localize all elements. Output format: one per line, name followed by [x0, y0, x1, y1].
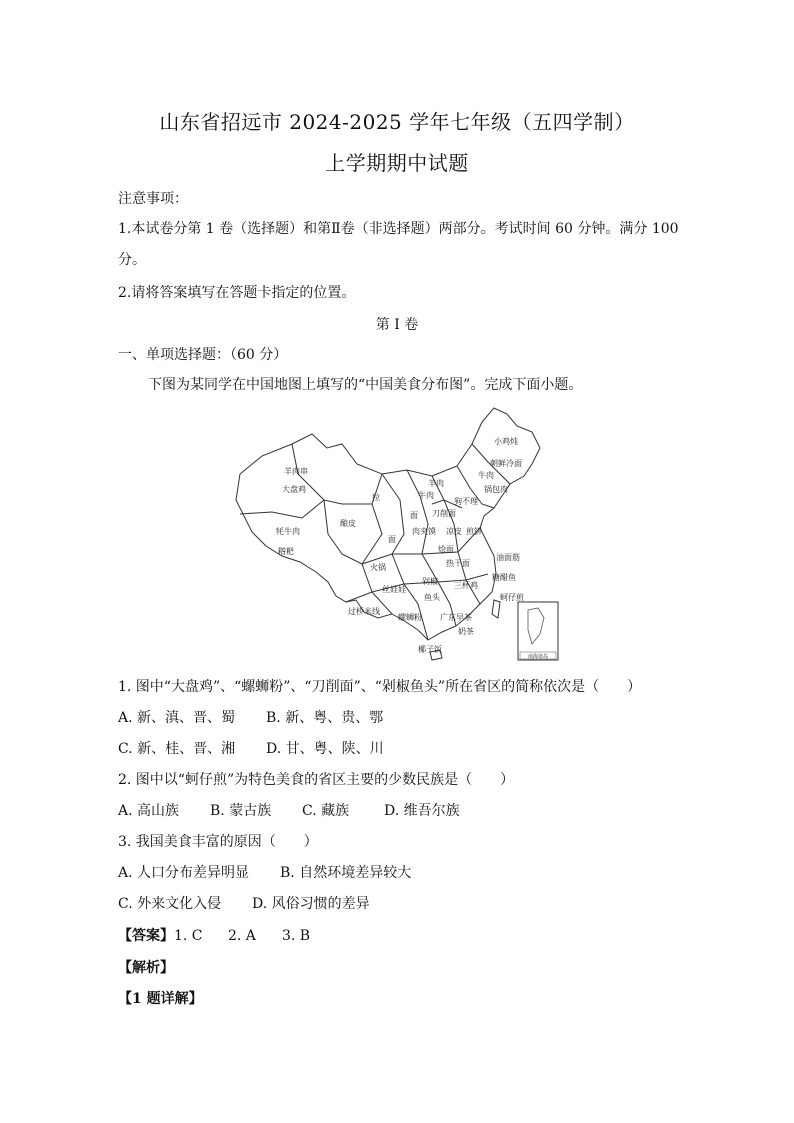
map-label: 羊肉 — [428, 479, 444, 488]
map-label: 朝鲜冷面 — [490, 459, 522, 468]
map-label: 蚵仔煎 — [500, 593, 524, 602]
question-3-option-a[interactable]: A. 人口分布差异明显 — [118, 865, 250, 881]
map-label: 肉夹馍 — [412, 527, 436, 536]
question-3-options-row1 — [118, 862, 411, 882]
map-label: 广东早茶 — [440, 613, 472, 622]
answer-2: 2. A — [228, 928, 256, 944]
exam-subtitle: 上学期期中试题 — [325, 151, 469, 175]
map-label: 椰子饭 — [418, 645, 442, 654]
map-label: 螺蛳粉 — [398, 613, 422, 622]
map-label: 牛肉 — [418, 491, 434, 500]
map-label: 酿皮 — [340, 519, 356, 528]
map-label: 羊肉串 — [284, 467, 308, 476]
question-2-option-b[interactable]: B. 蒙古族 — [210, 803, 272, 819]
volume-label: 第 I 卷 — [375, 317, 419, 333]
exam-title: 山东省招远市 2024-2025 学年七年级（五四学制） — [159, 110, 635, 134]
map-label: 大盘鸡 — [282, 485, 306, 494]
map-label: 过桥米线 — [348, 607, 380, 616]
question-3-option-c[interactable]: C. 外来文化入侵 — [118, 896, 222, 912]
map-label: 凉皮 — [446, 527, 462, 536]
map-label: 拉 — [372, 493, 380, 502]
analysis-label: 【解析】 — [118, 960, 174, 976]
detail-label: 【1 题详解】 — [118, 991, 203, 1007]
question-1-option-b[interactable]: B. 新、粤、贵、鄂 — [266, 710, 384, 726]
south-sea-inset — [518, 602, 558, 660]
map-label: 刀削面 — [432, 509, 456, 518]
map-label: 面 — [410, 511, 418, 520]
map-label: 小鸡炖 — [494, 437, 518, 446]
question-3-stem: 3. 我国美食丰富的原因（ ） — [118, 834, 318, 850]
map-label: 狗不理 — [454, 497, 478, 506]
question-3-option-d[interactable]: D. 风俗习惯的差异 — [252, 896, 370, 912]
answer-1: 1. C — [174, 928, 203, 944]
map-label: 糖醋鱼 — [492, 573, 516, 582]
map-label: 热干面 — [446, 559, 470, 568]
answer-label: 【答案】 — [118, 928, 174, 944]
question-1-option-a[interactable]: A. 新、滇、晋、蜀 — [118, 710, 236, 726]
map-label: 牛肉 — [478, 471, 494, 480]
question-1-stem: 1. 图中“大盘鸡”、“螺蛳粉”、“刀削面”、“剁椒鱼头”所在省区的简称依次是（ ） — [118, 679, 642, 695]
question-2-stem: 2. 图中以“蚵仔煎”为特色美食的省区主要的少数民族是（ ） — [118, 772, 515, 788]
map-label: 鱼头 — [424, 593, 440, 602]
map-label: 糌粑 — [278, 547, 294, 556]
question-intro: 下图为某同学在中国地图上填写的“中国美食分布图”。完成下面小题。 — [148, 377, 583, 393]
notice-heading: 注意事项： — [118, 191, 188, 207]
question-2-option-d[interactable]: D. 维吾尔族 — [384, 803, 460, 819]
question-2-option-c[interactable]: C. 藏族 — [302, 803, 350, 819]
map-label: 丝娃娃 — [382, 585, 406, 594]
question-1-options-row1 — [118, 707, 383, 727]
map-label: 火锅 — [370, 563, 386, 572]
question-1-option-d[interactable]: D. 甘、粤、陕、川 — [266, 741, 384, 757]
map-label: 煎饼 — [466, 527, 482, 536]
notice-item-1-cont: 分。 — [118, 252, 146, 268]
map-label: 剁椒 — [422, 577, 438, 586]
question-3-options-row2 — [118, 893, 370, 913]
question-1-options-row2 — [118, 738, 384, 758]
inset-caption: 南海诸岛 — [527, 654, 549, 660]
notice-item-1: 1.本试卷分第 1 卷（选择题）和第Ⅱ卷（非选择题）两部分。考试时间 60 分钟。满分 100 — [118, 221, 679, 237]
map-label: 油面筋 — [496, 553, 520, 562]
question-1-option-c[interactable]: C. 新、桂、晋、湘 — [118, 741, 236, 757]
answer-row — [118, 925, 310, 945]
question-3-option-b[interactable]: B. 自然环境差异较大 — [280, 865, 412, 881]
map-label: 烩面 — [438, 545, 454, 554]
map-label: 牦牛肉 — [276, 527, 300, 536]
map-label: 奶茶 — [458, 627, 474, 636]
question-2-option-a[interactable]: A. 高山族 — [118, 803, 180, 819]
section-heading: 一、单项选择题：（60 分） — [118, 347, 288, 363]
question-2-options — [118, 800, 460, 820]
china-food-map — [232, 404, 564, 666]
map-label: 面 — [388, 535, 396, 544]
notice-item-2: 2.请将答案填写在答题卡指定的位置。 — [118, 285, 356, 301]
map-label: 三杯鸡 — [454, 581, 478, 590]
taiwan-island — [492, 600, 500, 618]
answer-3: 3. B — [282, 928, 311, 944]
map-label: 锅包肉 — [484, 485, 508, 494]
